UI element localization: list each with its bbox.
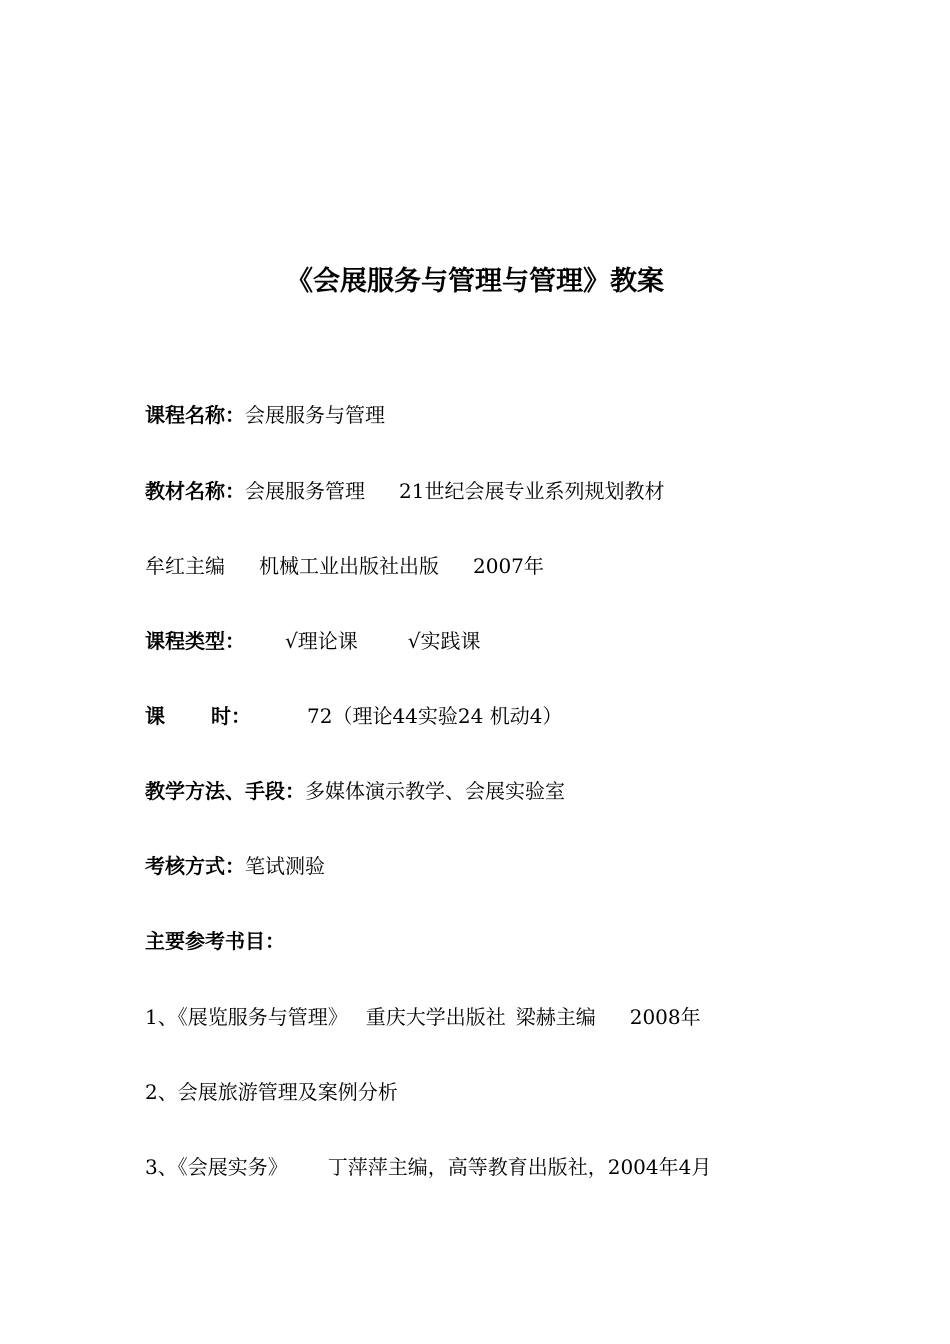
textbook-series: 21世纪会展专业系列规划教材: [399, 479, 665, 503]
reference-prefix: 2、: [145, 1080, 178, 1104]
references-label: 主要参考书目：: [145, 929, 285, 953]
course-type-label: 课程类型：: [145, 629, 245, 653]
textbook-editor: 牟红主编: [145, 554, 225, 578]
methods-value: 多媒体演示教学、会展实验室: [305, 779, 565, 803]
hours-label-a: 课: [145, 704, 165, 728]
textbook-line: [145, 476, 664, 506]
hours-value: 72（理论44实验24 机动4）: [307, 704, 563, 728]
hours-line: [145, 701, 562, 731]
hours-label-b: 时：: [211, 704, 251, 728]
course-name-line: [145, 400, 385, 430]
reference-title: 《展览服务与管理》: [177, 1005, 348, 1029]
course-type-option: √理论课: [285, 629, 358, 653]
textbook-label: 教材名称：: [145, 479, 245, 503]
textbook-publisher: 机械工业出版社出版: [259, 554, 439, 578]
reference-title: 会展旅游管理及案例分析: [177, 1080, 398, 1104]
methods-line: [145, 776, 565, 806]
page-title: 《会展服务与管理与管理》教案: [286, 266, 664, 297]
reference-title: 《会展实务》: [177, 1155, 288, 1179]
reference-prefix: 3、: [145, 1155, 178, 1179]
reference-prefix: 1、: [145, 1005, 178, 1029]
textbook-year: 2007年: [473, 554, 544, 578]
textbook-name: 会展服务管理: [245, 479, 365, 503]
course-type-option: √实践课: [407, 629, 481, 653]
course-name-value: 会展服务与管理: [245, 403, 385, 427]
reference-item: [145, 1002, 701, 1032]
textbook-publish-line: [145, 551, 544, 581]
reference-detail: 丁萍萍主编，高等教育出版社，2004年4月: [327, 1155, 712, 1179]
assessment-line: [145, 851, 325, 881]
course-name-label: 课程名称：: [145, 403, 245, 427]
course-type-line: [145, 626, 481, 656]
references-heading: [145, 926, 285, 956]
methods-label: 教学方法、手段：: [145, 779, 305, 803]
reference-year: 2008年: [629, 1005, 701, 1029]
assessment-label: 考核方式：: [145, 854, 245, 878]
reference-editor: 梁赫主编: [515, 1005, 596, 1029]
reference-item: [145, 1077, 398, 1107]
assessment-value: 笔试测验: [245, 854, 325, 878]
reference-publisher: 重庆大学出版社: [365, 1005, 506, 1029]
reference-item: [145, 1152, 711, 1182]
